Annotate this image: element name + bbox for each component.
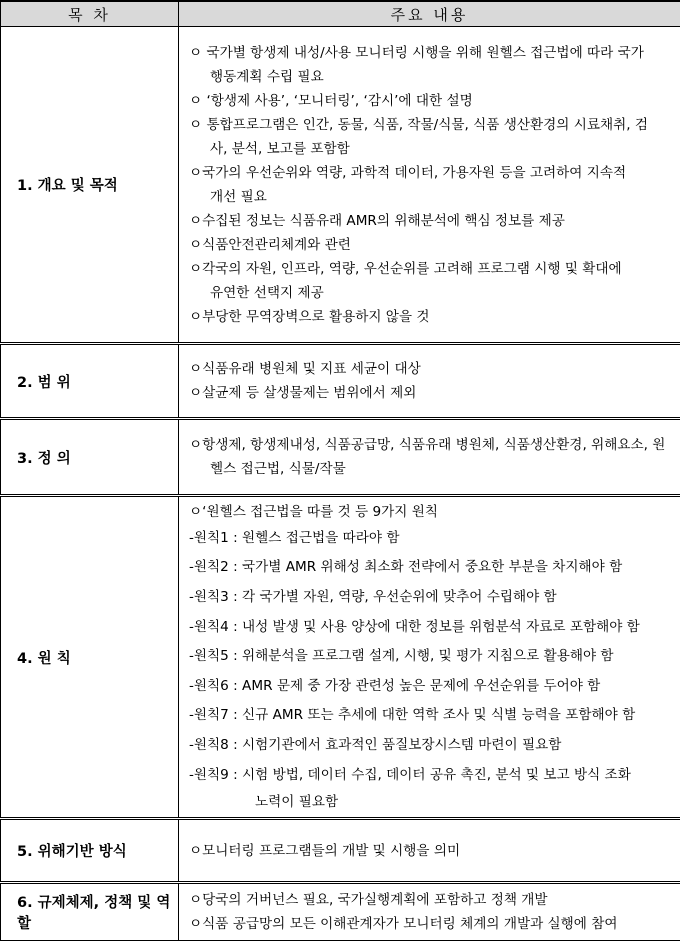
content-line: ㅇ수집된 정보는 식품유래 AMR의 위해분석에 핵심 정보를 제공 <box>189 209 672 233</box>
content-line: -원칙8 : 시험기관에서 효과적인 품질보장시스템 마련이 필요함 <box>189 731 672 761</box>
content-line: 유연한 선택지 제공 <box>189 281 672 305</box>
section-row <box>1 419 680 496</box>
section-row <box>1 819 680 883</box>
section-title: 6. 규제체제, 정책 및 역할 <box>1 883 179 941</box>
section-content <box>179 819 680 883</box>
header-toc: 목 차 <box>1 1 179 27</box>
content-line: ㅇ부당한 무역장벽으로 활용하지 않을 것 <box>189 305 672 329</box>
content-line: ㅇ식품유래 병원체 및 지표 세균이 대상 <box>189 357 672 381</box>
section-row <box>1 27 680 344</box>
content-line: 헬스 접근법, 식물/작물 <box>189 457 672 481</box>
section-title: 1. 개요 및 목적 <box>1 27 179 344</box>
content-line: ㅇ 국가별 항생제 내성/사용 모니터링 시행을 위해 원헬스 접근법에 따라 국가 <box>189 41 672 65</box>
content-line: 노력이 필요함 <box>189 790 672 814</box>
section-row <box>1 883 680 941</box>
header-main-content: 주요 내용 <box>179 1 680 27</box>
content-line: ㅇ항생제, 항생제내성, 식품공급망, 식품유래 병원체, 식품생산환경, 위해요소, 원 <box>189 433 672 457</box>
content-line: ㅇ식품 공급망의 모든 이해관계자가 모니터링 체계의 개발과 실행에 참여 <box>189 912 672 936</box>
content-line: ㅇ 통합프로그램은 인간, 동물, 식품, 작물/식물, 식품 생산환경의 시료채취, 검 <box>189 113 672 137</box>
section-title: 5. 위해기반 방식 <box>1 819 179 883</box>
content-line: -원칙7 : 신규 AMR 또는 추세에 대한 역학 조사 및 식별 능력을 포함해야 함 <box>189 701 672 731</box>
section-content <box>179 27 680 344</box>
content-line: -원칙3 : 각 국가별 자원, 역량, 우선순위에 맞추어 수립해야 함 <box>189 583 672 613</box>
content-line: 사, 분석, 보고를 포함함 <box>189 137 672 161</box>
content-line: -원칙5 : 위해분석을 프로그램 설계, 시행, 및 평가 지침으로 활용해야 함 <box>189 642 672 672</box>
section-title: 4. 원 칙 <box>1 496 179 819</box>
content-line: 행동계획 수립 필요 <box>189 65 672 89</box>
content-line: ㅇ‘원헬스 접근법을 따를 것 등 9가지 원칙 <box>189 500 672 524</box>
section-content <box>179 344 680 419</box>
section-title: 3. 정 의 <box>1 419 179 496</box>
content-line: -원칙2 : 국가별 AMR 위해성 최소화 전략에서 중요한 부분을 차지해야 함 <box>189 553 672 583</box>
table-body <box>1 27 680 941</box>
section-content <box>179 419 680 496</box>
section-content <box>179 883 680 941</box>
content-line: ㅇ각국의 자원, 인프라, 역량, 우선순위를 고려해 프로그램 시행 및 확대에 <box>189 257 672 281</box>
content-line: ㅇ식품안전관리체계와 관련 <box>189 233 672 257</box>
content-line: -원칙1 : 원헬스 접근법을 따라야 함 <box>189 524 672 554</box>
content-line: ㅇ살균제 등 살생물제는 범위에서 제외 <box>189 381 672 405</box>
content-line: ㅇ국가의 우선순위와 역량, 과학적 데이터, 가용자원 등을 고려하여 지속적 <box>189 161 672 185</box>
section-row <box>1 496 680 819</box>
content-line: -원칙4 : 내성 발생 및 사용 양상에 대한 정보를 위험분석 자료로 포함해야 함 <box>189 613 672 643</box>
content-line: -원칙6 : AMR 문제 중 가장 관련성 높은 문제에 우선순위를 두어야 함 <box>189 672 672 702</box>
section-row <box>1 344 680 419</box>
content-line: 개선 필요 <box>189 185 672 209</box>
header-row <box>1 1 680 27</box>
content-line: ㅇ ‘항생제 사용’, ‘모니터링’, ‘감시’에 대한 설명 <box>189 89 672 113</box>
content-line: ㅇ모니터링 프로그램들의 개발 및 시행을 의미 <box>189 839 672 863</box>
content-line: -원칙9 : 시험 방법, 데이터 수집, 데이터 공유 촉진, 분석 및 보고 방식 조화 <box>189 761 672 791</box>
content-line: ㅇ당국의 거버넌스 필요, 국가실행계획에 포함하고 정책 개발 <box>189 888 672 912</box>
section-title: 2. 범 위 <box>1 344 179 419</box>
section-content <box>179 496 680 819</box>
